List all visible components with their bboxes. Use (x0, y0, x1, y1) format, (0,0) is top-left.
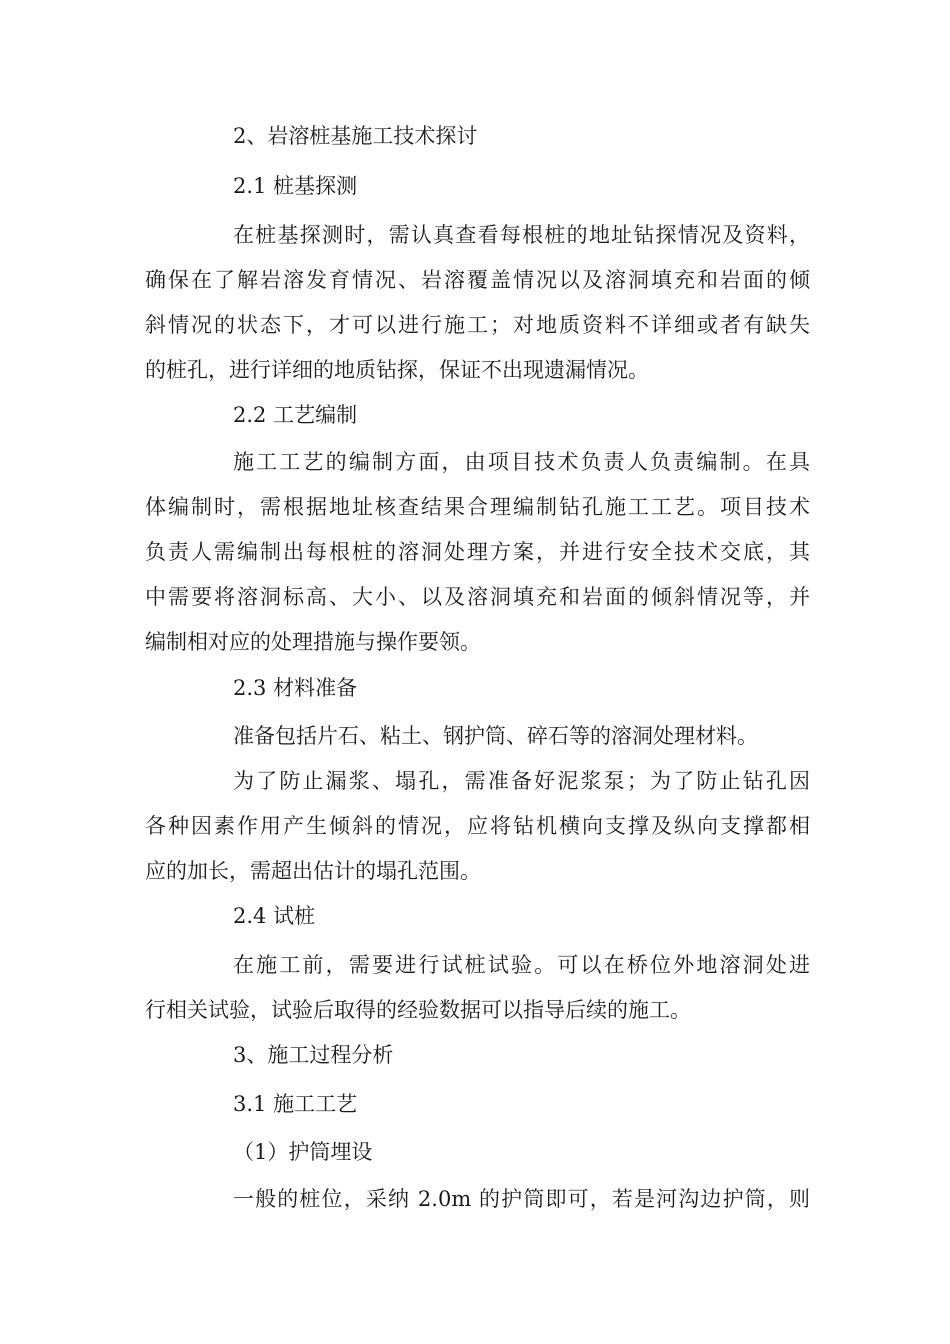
list-item-heading: （1）护筒埋设 (233, 1140, 373, 1164)
paragraph-line: 编制相对应的处理措施与操作要领。 (145, 630, 481, 654)
section-heading-3: 3、施工过程分析 (233, 1043, 394, 1067)
paragraph-line: 行相关试验，试验后取得的经验数据可以指导后续的施工。 (145, 998, 691, 1022)
paragraph-line: 施工工艺的编制方面，由项目技术负责人负责编制。在具 (233, 450, 810, 474)
paragraph-line: 负责人需编制出每根桩的溶洞处理方案，并进行安全技术交底，其 (145, 540, 810, 564)
paragraph-line: 确保在了解岩溶发育情况、岩溶覆盖情况以及溶洞填充和岩面的倾 (145, 268, 810, 292)
section-heading-2: 2、岩溶桩基施工技术探讨 (233, 124, 478, 148)
subsection-heading-2-2: 2.2 工艺编制 (233, 403, 358, 427)
paragraph-line: 中需要将溶洞标高、大小、以及溶洞填充和岩面的倾斜情况等，并 (145, 585, 810, 609)
subsection-heading-3-1: 3.1 施工工艺 (233, 1092, 358, 1116)
paragraph-line: 斜情况的状态下，才可以进行施工；对地质资料不详细或者有缺失 (145, 313, 810, 337)
paragraph-line: 为了防止漏浆、塌孔，需准备好泥浆泵；为了防止钻孔因 (233, 769, 810, 793)
paragraph-line: 在桩基探测时，需认真查看每根桩的地址钻探情况及资料， (233, 223, 810, 247)
subsection-heading-2-3: 2.3 材料准备 (233, 676, 358, 700)
subsection-heading-2-1: 2.1 桩基探测 (233, 174, 358, 198)
paragraph-line: 一般的桩位，采纳 2.0m 的护筒即可，若是河沟边护筒，则 (233, 1187, 810, 1211)
paragraph-line: 的桩孔，进行详细的地质钻探，保证不出现遗漏情况。 (145, 358, 649, 382)
paragraph-line: 各种因素作用产生倾斜的情况，应将钻机横向支撑及纵向支撑都相 (145, 814, 810, 838)
subsection-heading-2-4: 2.4 试桩 (233, 904, 316, 928)
paragraph-line: 准备包括片石、粘土、钢护筒、碎石等的溶洞处理材料。 (233, 724, 758, 748)
paragraph-line: 在施工前，需要进行试桩试验。可以在桥位外地溶洞处进 (233, 953, 810, 977)
paragraph-line: 体编制时，需根据地址核查结果合理编制钻孔施工工艺。项目技术 (145, 495, 810, 519)
paragraph-line: 应的加长，需超出估计的塌孔范围。 (145, 859, 481, 883)
